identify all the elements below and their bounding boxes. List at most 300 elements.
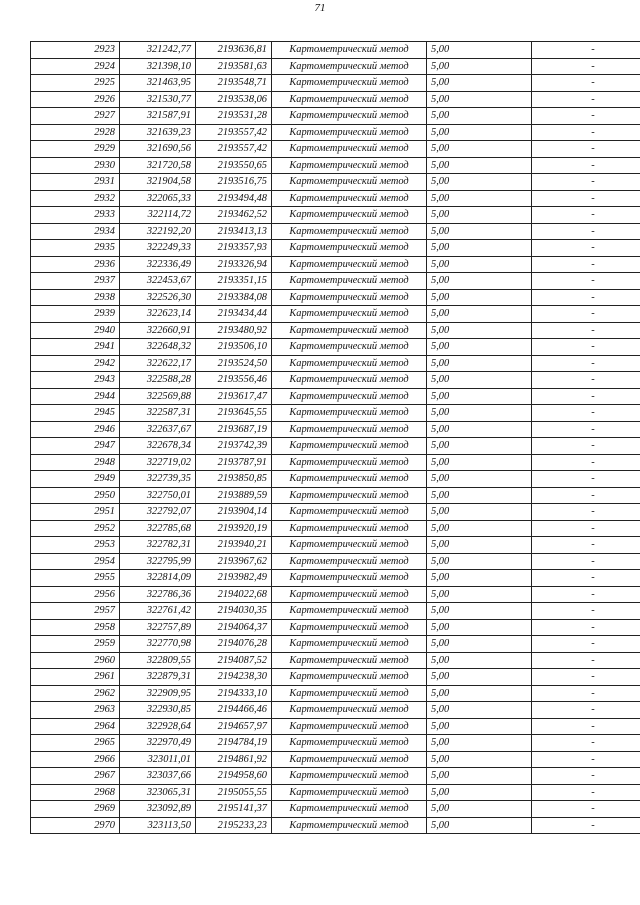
accuracy-cell: 5,00 bbox=[427, 652, 532, 669]
x-coordinate-cell: 322637,67 bbox=[120, 421, 196, 438]
y-coordinate-cell: 2194022,68 bbox=[196, 586, 272, 603]
accuracy-cell: 5,00 bbox=[427, 108, 532, 125]
note-cell: - bbox=[532, 520, 640, 537]
table-row bbox=[31, 306, 640, 323]
x-coordinate-cell: 321639,23 bbox=[120, 124, 196, 141]
x-coordinate-cell: 321530,77 bbox=[120, 91, 196, 108]
x-coordinate-cell: 322750,01 bbox=[120, 487, 196, 504]
y-coordinate-cell: 2194784,19 bbox=[196, 735, 272, 752]
table-row bbox=[31, 504, 640, 521]
point-number-cell: 2943 bbox=[31, 372, 120, 389]
accuracy-cell: 5,00 bbox=[427, 669, 532, 686]
point-number-cell: 2934 bbox=[31, 223, 120, 240]
accuracy-cell: 5,00 bbox=[427, 801, 532, 818]
accuracy-cell: 5,00 bbox=[427, 372, 532, 389]
y-coordinate-cell: 2194030,35 bbox=[196, 603, 272, 620]
accuracy-cell: 5,00 bbox=[427, 537, 532, 554]
x-coordinate-cell: 321242,77 bbox=[120, 42, 196, 59]
point-number-cell: 2951 bbox=[31, 504, 120, 521]
accuracy-cell: 5,00 bbox=[427, 124, 532, 141]
accuracy-cell: 5,00 bbox=[427, 685, 532, 702]
method-cell: Картометрический метод bbox=[272, 801, 427, 818]
note-cell: - bbox=[532, 339, 640, 356]
point-number-cell: 2961 bbox=[31, 669, 120, 686]
point-number-cell: 2963 bbox=[31, 702, 120, 719]
table-row bbox=[31, 240, 640, 257]
x-coordinate-cell: 323113,50 bbox=[120, 817, 196, 834]
point-number-cell: 2948 bbox=[31, 454, 120, 471]
table-row bbox=[31, 339, 640, 356]
method-cell: Картометрический метод bbox=[272, 91, 427, 108]
accuracy-cell: 5,00 bbox=[427, 174, 532, 191]
table-row bbox=[31, 603, 640, 620]
note-cell: - bbox=[532, 223, 640, 240]
point-number-cell: 2962 bbox=[31, 685, 120, 702]
accuracy-cell: 5,00 bbox=[427, 586, 532, 603]
x-coordinate-cell: 322569,88 bbox=[120, 388, 196, 405]
table-row bbox=[31, 42, 640, 59]
point-number-cell: 2940 bbox=[31, 322, 120, 339]
table-row bbox=[31, 388, 640, 405]
y-coordinate-cell: 2193480,92 bbox=[196, 322, 272, 339]
note-cell: - bbox=[532, 768, 640, 785]
method-cell: Картометрический метод bbox=[272, 388, 427, 405]
note-cell: - bbox=[532, 801, 640, 818]
note-cell: - bbox=[532, 685, 640, 702]
method-cell: Картометрический метод bbox=[272, 784, 427, 801]
y-coordinate-cell: 2193645,55 bbox=[196, 405, 272, 422]
point-number-cell: 2960 bbox=[31, 652, 120, 669]
note-cell: - bbox=[532, 256, 640, 273]
accuracy-cell: 5,00 bbox=[427, 322, 532, 339]
y-coordinate-cell: 2193506,10 bbox=[196, 339, 272, 356]
accuracy-cell: 5,00 bbox=[427, 256, 532, 273]
coordinates-table bbox=[30, 41, 640, 834]
table-row bbox=[31, 91, 640, 108]
x-coordinate-cell: 322761,42 bbox=[120, 603, 196, 620]
y-coordinate-cell: 2193850,85 bbox=[196, 471, 272, 488]
x-coordinate-cell: 322928,64 bbox=[120, 718, 196, 735]
note-cell: - bbox=[532, 652, 640, 669]
table-row bbox=[31, 273, 640, 290]
point-number-cell: 2954 bbox=[31, 553, 120, 570]
point-number-cell: 2929 bbox=[31, 141, 120, 158]
accuracy-cell: 5,00 bbox=[427, 751, 532, 768]
x-coordinate-cell: 322114,72 bbox=[120, 207, 196, 224]
accuracy-cell: 5,00 bbox=[427, 405, 532, 422]
y-coordinate-cell: 2193531,28 bbox=[196, 108, 272, 125]
x-coordinate-cell: 322879,31 bbox=[120, 669, 196, 686]
y-coordinate-cell: 2194333,10 bbox=[196, 685, 272, 702]
note-cell: - bbox=[532, 190, 640, 207]
x-coordinate-cell: 323065,31 bbox=[120, 784, 196, 801]
point-number-cell: 2950 bbox=[31, 487, 120, 504]
method-cell: Картометрический метод bbox=[272, 289, 427, 306]
accuracy-cell: 5,00 bbox=[427, 702, 532, 719]
point-number-cell: 2926 bbox=[31, 91, 120, 108]
method-cell: Картометрический метод bbox=[272, 141, 427, 158]
note-cell: - bbox=[532, 537, 640, 554]
table-row bbox=[31, 652, 640, 669]
accuracy-cell: 5,00 bbox=[427, 619, 532, 636]
x-coordinate-cell: 322757,89 bbox=[120, 619, 196, 636]
method-cell: Картометрический метод bbox=[272, 751, 427, 768]
method-cell: Картометрический метод bbox=[272, 306, 427, 323]
x-coordinate-cell: 322809,55 bbox=[120, 652, 196, 669]
method-cell: Картометрический метод bbox=[272, 768, 427, 785]
method-cell: Картометрический метод bbox=[272, 256, 427, 273]
accuracy-cell: 5,00 bbox=[427, 636, 532, 653]
table-row bbox=[31, 636, 640, 653]
accuracy-cell: 5,00 bbox=[427, 91, 532, 108]
note-cell: - bbox=[532, 273, 640, 290]
y-coordinate-cell: 2193351,15 bbox=[196, 273, 272, 290]
point-number-cell: 2949 bbox=[31, 471, 120, 488]
y-coordinate-cell: 2193556,46 bbox=[196, 372, 272, 389]
y-coordinate-cell: 2194958,60 bbox=[196, 768, 272, 785]
x-coordinate-cell: 322453,67 bbox=[120, 273, 196, 290]
table-row bbox=[31, 405, 640, 422]
method-cell: Картометрический метод bbox=[272, 487, 427, 504]
accuracy-cell: 5,00 bbox=[427, 603, 532, 620]
x-coordinate-cell: 322526,30 bbox=[120, 289, 196, 306]
accuracy-cell: 5,00 bbox=[427, 784, 532, 801]
accuracy-cell: 5,00 bbox=[427, 240, 532, 257]
y-coordinate-cell: 2195055,55 bbox=[196, 784, 272, 801]
x-coordinate-cell: 323037,66 bbox=[120, 768, 196, 785]
method-cell: Картометрический метод bbox=[272, 157, 427, 174]
accuracy-cell: 5,00 bbox=[427, 438, 532, 455]
point-number-cell: 2937 bbox=[31, 273, 120, 290]
coordinates-table-body bbox=[31, 42, 640, 834]
x-coordinate-cell: 322192,20 bbox=[120, 223, 196, 240]
x-coordinate-cell: 321904,58 bbox=[120, 174, 196, 191]
x-coordinate-cell: 322623,14 bbox=[120, 306, 196, 323]
y-coordinate-cell: 2193357,93 bbox=[196, 240, 272, 257]
x-coordinate-cell: 322786,36 bbox=[120, 586, 196, 603]
table-row bbox=[31, 322, 640, 339]
table-row bbox=[31, 75, 640, 92]
table-row bbox=[31, 553, 640, 570]
table-row bbox=[31, 207, 640, 224]
point-number-cell: 2927 bbox=[31, 108, 120, 125]
point-number-cell: 2932 bbox=[31, 190, 120, 207]
x-coordinate-cell: 322814,09 bbox=[120, 570, 196, 587]
point-number-cell: 2952 bbox=[31, 520, 120, 537]
x-coordinate-cell: 322648,32 bbox=[120, 339, 196, 356]
x-coordinate-cell: 322678,34 bbox=[120, 438, 196, 455]
x-coordinate-cell: 321587,91 bbox=[120, 108, 196, 125]
method-cell: Картометрический метод bbox=[272, 652, 427, 669]
method-cell: Картометрический метод bbox=[272, 207, 427, 224]
accuracy-cell: 5,00 bbox=[427, 75, 532, 92]
note-cell: - bbox=[532, 421, 640, 438]
accuracy-cell: 5,00 bbox=[427, 504, 532, 521]
method-cell: Картометрический метод bbox=[272, 586, 427, 603]
note-cell: - bbox=[532, 636, 640, 653]
y-coordinate-cell: 2193548,71 bbox=[196, 75, 272, 92]
note-cell: - bbox=[532, 817, 640, 834]
x-coordinate-cell: 322930,85 bbox=[120, 702, 196, 719]
x-coordinate-cell: 322909,95 bbox=[120, 685, 196, 702]
y-coordinate-cell: 2193326,94 bbox=[196, 256, 272, 273]
x-coordinate-cell: 322785,68 bbox=[120, 520, 196, 537]
y-coordinate-cell: 2193636,81 bbox=[196, 42, 272, 59]
y-coordinate-cell: 2193967,62 bbox=[196, 553, 272, 570]
accuracy-cell: 5,00 bbox=[427, 454, 532, 471]
table-row bbox=[31, 471, 640, 488]
accuracy-cell: 5,00 bbox=[427, 520, 532, 537]
table-row bbox=[31, 801, 640, 818]
x-coordinate-cell: 322782,31 bbox=[120, 537, 196, 554]
method-cell: Картометрический метод bbox=[272, 124, 427, 141]
method-cell: Картометрический метод bbox=[272, 817, 427, 834]
y-coordinate-cell: 2195233,23 bbox=[196, 817, 272, 834]
point-number-cell: 2959 bbox=[31, 636, 120, 653]
y-coordinate-cell: 2193904,14 bbox=[196, 504, 272, 521]
point-number-cell: 2945 bbox=[31, 405, 120, 422]
accuracy-cell: 5,00 bbox=[427, 289, 532, 306]
accuracy-cell: 5,00 bbox=[427, 273, 532, 290]
x-coordinate-cell: 322792,07 bbox=[120, 504, 196, 521]
method-cell: Картометрический метод bbox=[272, 520, 427, 537]
method-cell: Картометрический метод bbox=[272, 273, 427, 290]
method-cell: Картометрический метод bbox=[272, 372, 427, 389]
table-row bbox=[31, 372, 640, 389]
note-cell: - bbox=[532, 289, 640, 306]
point-number-cell: 2968 bbox=[31, 784, 120, 801]
point-number-cell: 2965 bbox=[31, 735, 120, 752]
method-cell: Картометрический метод bbox=[272, 438, 427, 455]
table-row bbox=[31, 586, 640, 603]
y-coordinate-cell: 2193550,65 bbox=[196, 157, 272, 174]
x-coordinate-cell: 321720,58 bbox=[120, 157, 196, 174]
x-coordinate-cell: 322739,35 bbox=[120, 471, 196, 488]
accuracy-cell: 5,00 bbox=[427, 553, 532, 570]
note-cell: - bbox=[532, 718, 640, 735]
point-number-cell: 2947 bbox=[31, 438, 120, 455]
table-row bbox=[31, 141, 640, 158]
table-row bbox=[31, 619, 640, 636]
y-coordinate-cell: 2193617,47 bbox=[196, 388, 272, 405]
y-coordinate-cell: 2193920,19 bbox=[196, 520, 272, 537]
method-cell: Картометрический метод bbox=[272, 537, 427, 554]
point-number-cell: 2964 bbox=[31, 718, 120, 735]
point-number-cell: 2933 bbox=[31, 207, 120, 224]
y-coordinate-cell: 2193787,91 bbox=[196, 454, 272, 471]
note-cell: - bbox=[532, 207, 640, 224]
note-cell: - bbox=[532, 405, 640, 422]
y-coordinate-cell: 2193384,08 bbox=[196, 289, 272, 306]
note-cell: - bbox=[532, 504, 640, 521]
x-coordinate-cell: 322660,91 bbox=[120, 322, 196, 339]
table-row bbox=[31, 108, 640, 125]
method-cell: Картометрический метод bbox=[272, 108, 427, 125]
table-row bbox=[31, 751, 640, 768]
accuracy-cell: 5,00 bbox=[427, 223, 532, 240]
note-cell: - bbox=[532, 141, 640, 158]
y-coordinate-cell: 2193557,42 bbox=[196, 141, 272, 158]
y-coordinate-cell: 2193434,44 bbox=[196, 306, 272, 323]
method-cell: Картометрический метод bbox=[272, 570, 427, 587]
table-row bbox=[31, 570, 640, 587]
x-coordinate-cell: 321690,56 bbox=[120, 141, 196, 158]
table-row bbox=[31, 174, 640, 191]
note-cell: - bbox=[532, 91, 640, 108]
method-cell: Картометрический метод bbox=[272, 421, 427, 438]
table-row bbox=[31, 784, 640, 801]
note-cell: - bbox=[532, 174, 640, 191]
method-cell: Картометрический метод bbox=[272, 174, 427, 191]
y-coordinate-cell: 2193524,50 bbox=[196, 355, 272, 372]
table-row bbox=[31, 487, 640, 504]
table-row bbox=[31, 157, 640, 174]
table-row bbox=[31, 355, 640, 372]
note-cell: - bbox=[532, 240, 640, 257]
table-row bbox=[31, 685, 640, 702]
page-number: 71 bbox=[314, 2, 326, 14]
x-coordinate-cell: 322065,33 bbox=[120, 190, 196, 207]
y-coordinate-cell: 2193687,19 bbox=[196, 421, 272, 438]
note-cell: - bbox=[532, 603, 640, 620]
note-cell: - bbox=[532, 42, 640, 59]
y-coordinate-cell: 2194076,28 bbox=[196, 636, 272, 653]
method-cell: Картометрический метод bbox=[272, 454, 427, 471]
point-number-cell: 2955 bbox=[31, 570, 120, 587]
method-cell: Картометрический метод bbox=[272, 355, 427, 372]
x-coordinate-cell: 322770,98 bbox=[120, 636, 196, 653]
method-cell: Картометрический метод bbox=[272, 735, 427, 752]
note-cell: - bbox=[532, 322, 640, 339]
x-coordinate-cell: 322622,17 bbox=[120, 355, 196, 372]
point-number-cell: 2944 bbox=[31, 388, 120, 405]
note-cell: - bbox=[532, 355, 640, 372]
note-cell: - bbox=[532, 306, 640, 323]
table-row bbox=[31, 537, 640, 554]
point-number-cell: 2931 bbox=[31, 174, 120, 191]
method-cell: Картометрический метод bbox=[272, 190, 427, 207]
accuracy-cell: 5,00 bbox=[427, 718, 532, 735]
method-cell: Картометрический метод bbox=[272, 685, 427, 702]
y-coordinate-cell: 2193462,52 bbox=[196, 207, 272, 224]
table-row bbox=[31, 256, 640, 273]
note-cell: - bbox=[532, 157, 640, 174]
method-cell: Картометрический метод bbox=[272, 42, 427, 59]
accuracy-cell: 5,00 bbox=[427, 735, 532, 752]
table-row bbox=[31, 702, 640, 719]
accuracy-cell: 5,00 bbox=[427, 471, 532, 488]
point-number-cell: 2969 bbox=[31, 801, 120, 818]
point-number-cell: 2941 bbox=[31, 339, 120, 356]
point-number-cell: 2957 bbox=[31, 603, 120, 620]
method-cell: Картометрический метод bbox=[272, 718, 427, 735]
y-coordinate-cell: 2194238,30 bbox=[196, 669, 272, 686]
x-coordinate-cell: 322795,99 bbox=[120, 553, 196, 570]
accuracy-cell: 5,00 bbox=[427, 157, 532, 174]
x-coordinate-cell: 322249,33 bbox=[120, 240, 196, 257]
method-cell: Картометрический метод bbox=[272, 636, 427, 653]
x-coordinate-cell: 322970,49 bbox=[120, 735, 196, 752]
y-coordinate-cell: 2193516,75 bbox=[196, 174, 272, 191]
method-cell: Картометрический метод bbox=[272, 223, 427, 240]
accuracy-cell: 5,00 bbox=[427, 339, 532, 356]
method-cell: Картометрический метод bbox=[272, 504, 427, 521]
method-cell: Картометрический метод bbox=[272, 75, 427, 92]
y-coordinate-cell: 2195141,37 bbox=[196, 801, 272, 818]
accuracy-cell: 5,00 bbox=[427, 306, 532, 323]
x-coordinate-cell: 321463,95 bbox=[120, 75, 196, 92]
x-coordinate-cell: 322588,28 bbox=[120, 372, 196, 389]
y-coordinate-cell: 2194087,52 bbox=[196, 652, 272, 669]
point-number-cell: 2967 bbox=[31, 768, 120, 785]
note-cell: - bbox=[532, 438, 640, 455]
method-cell: Картометрический метод bbox=[272, 669, 427, 686]
point-number-cell: 2956 bbox=[31, 586, 120, 603]
y-coordinate-cell: 2193581,63 bbox=[196, 58, 272, 75]
note-cell: - bbox=[532, 784, 640, 801]
note-cell: - bbox=[532, 619, 640, 636]
accuracy-cell: 5,00 bbox=[427, 355, 532, 372]
table-row bbox=[31, 289, 640, 306]
y-coordinate-cell: 2193413,13 bbox=[196, 223, 272, 240]
point-number-cell: 2966 bbox=[31, 751, 120, 768]
point-number-cell: 2935 bbox=[31, 240, 120, 257]
accuracy-cell: 5,00 bbox=[427, 42, 532, 59]
accuracy-cell: 5,00 bbox=[427, 207, 532, 224]
method-cell: Картометрический метод bbox=[272, 553, 427, 570]
method-cell: Картометрический метод bbox=[272, 405, 427, 422]
note-cell: - bbox=[532, 735, 640, 752]
point-number-cell: 2930 bbox=[31, 157, 120, 174]
y-coordinate-cell: 2193982,49 bbox=[196, 570, 272, 587]
y-coordinate-cell: 2194861,92 bbox=[196, 751, 272, 768]
note-cell: - bbox=[532, 751, 640, 768]
point-number-cell: 2936 bbox=[31, 256, 120, 273]
point-number-cell: 2923 bbox=[31, 42, 120, 59]
note-cell: - bbox=[532, 372, 640, 389]
x-coordinate-cell: 322587,31 bbox=[120, 405, 196, 422]
y-coordinate-cell: 2193940,21 bbox=[196, 537, 272, 554]
note-cell: - bbox=[532, 570, 640, 587]
point-number-cell: 2946 bbox=[31, 421, 120, 438]
note-cell: - bbox=[532, 108, 640, 125]
note-cell: - bbox=[532, 58, 640, 75]
method-cell: Картометрический метод bbox=[272, 619, 427, 636]
table-row bbox=[31, 735, 640, 752]
accuracy-cell: 5,00 bbox=[427, 388, 532, 405]
note-cell: - bbox=[532, 471, 640, 488]
note-cell: - bbox=[532, 702, 640, 719]
point-number-cell: 2925 bbox=[31, 75, 120, 92]
note-cell: - bbox=[532, 669, 640, 686]
table-row bbox=[31, 718, 640, 735]
y-coordinate-cell: 2193557,42 bbox=[196, 124, 272, 141]
table-row bbox=[31, 520, 640, 537]
x-coordinate-cell: 323011,01 bbox=[120, 751, 196, 768]
point-number-cell: 2958 bbox=[31, 619, 120, 636]
table-row bbox=[31, 768, 640, 785]
x-coordinate-cell: 321398,10 bbox=[120, 58, 196, 75]
x-coordinate-cell: 323092,89 bbox=[120, 801, 196, 818]
method-cell: Картометрический метод bbox=[272, 603, 427, 620]
note-cell: - bbox=[532, 454, 640, 471]
accuracy-cell: 5,00 bbox=[427, 190, 532, 207]
y-coordinate-cell: 2194064,37 bbox=[196, 619, 272, 636]
point-number-cell: 2924 bbox=[31, 58, 120, 75]
table-row bbox=[31, 190, 640, 207]
method-cell: Картометрический метод bbox=[272, 339, 427, 356]
y-coordinate-cell: 2193538,06 bbox=[196, 91, 272, 108]
